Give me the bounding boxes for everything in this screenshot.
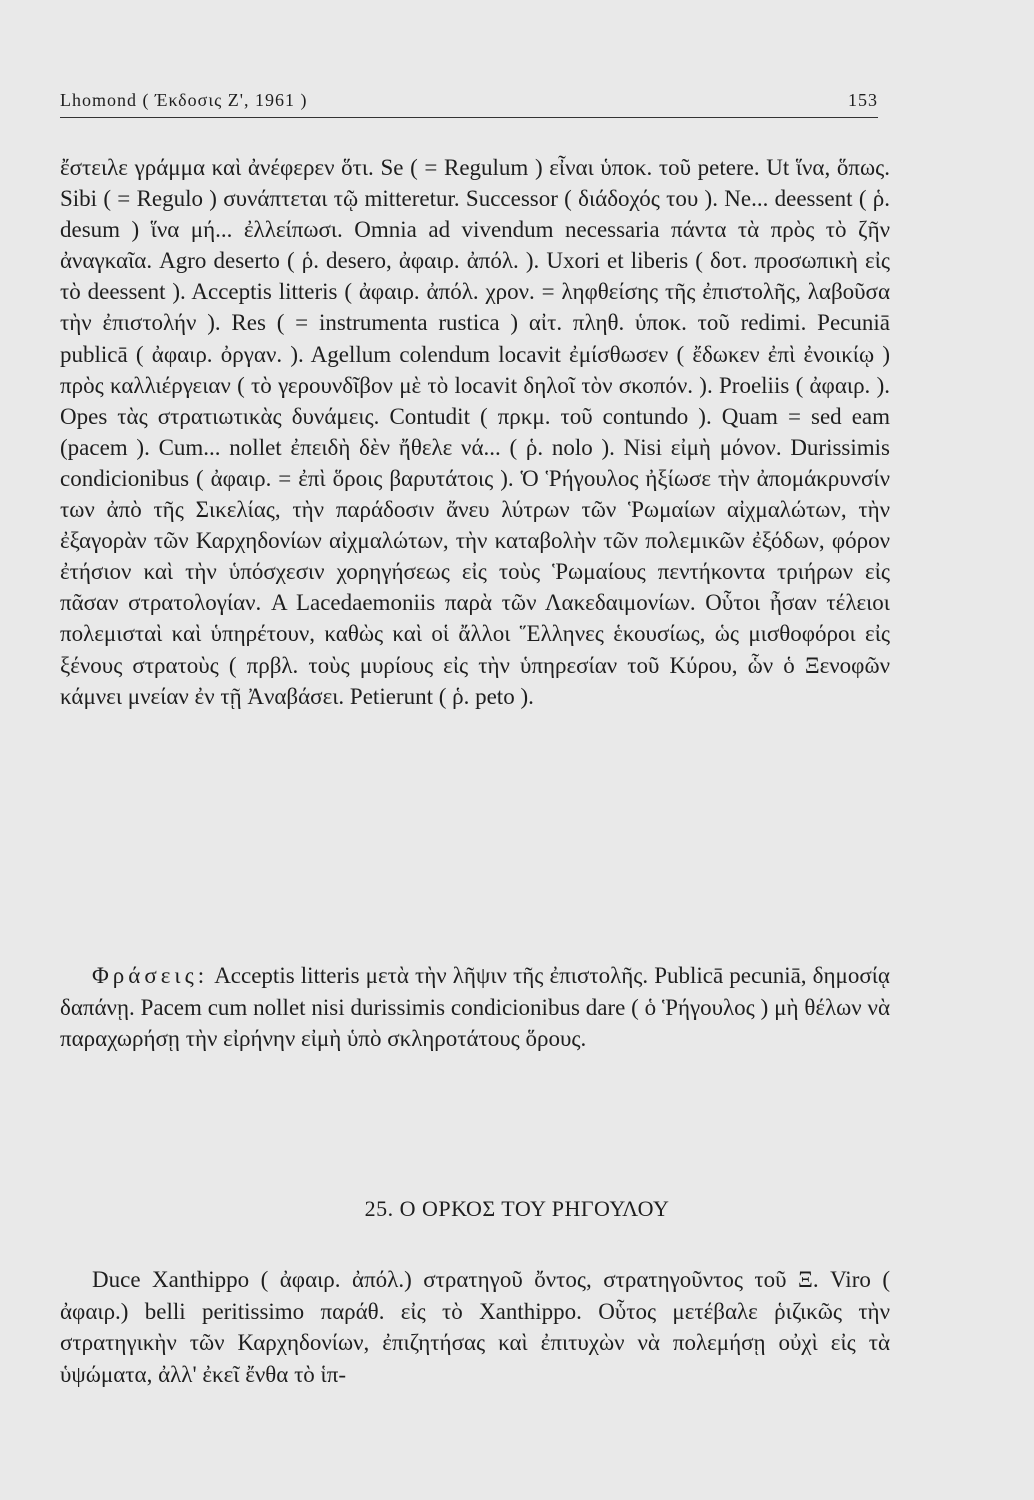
running-head — [60, 90, 878, 118]
section-paragraph: Duce Xanthippo ( ἀφαιρ. ἀπόλ.) στρατηγοῦ ὄντος, στρατηγοῦντος τοῦ Ξ. Viro ( ἀφαιρ.) belli peritissimo παράθ. εἰς τὸ Xanthippo. Οὗτος μετέβαλε ῥιζικῶς τὴν στρατηγικὴν τῶν Καρχηδονίων, ἐπιζητήσας καὶ ἐπιτυχὼν νὰ πολεμήσῃ οὐχὶ εἰς τὰ ὑψώματα, ἀλλ' ἐκεῖ ἔνθα τὸ ἱπ- — [60, 1267, 890, 1387]
section-body — [60, 1264, 890, 1390]
phrases-block — [60, 960, 890, 1055]
section-title: 25. Ο ΟΡΚΟΣ ΤΟΥ ΡΗΓΟΥΛΟΥ — [364, 1196, 670, 1221]
running-title: Lhomond ( Έκδοσις Ζ', 1961 ) — [60, 90, 308, 110]
page-number: 153 — [848, 90, 878, 110]
phrases-text: Acceptis litteris μετὰ τὴν λῆψιν τῆς ἐπιστολῆς. Publicā pecuniā, δημοσίᾳ δαπάνῃ. Pacem cum nollet nisi durissimis condicionibus dare ( ὁ Ῥήγουλος ) μὴ θέλων νὰ παραχωρήσῃ τὴν εἰρήνην εἰμὴ ὑπὸ σκληροτάτους ὅρους. — [60, 963, 890, 1052]
phrases-paragraph — [60, 960, 890, 1055]
phrases-label: Φράσεις: — [92, 963, 209, 988]
notes-block — [60, 152, 890, 712]
notes-paragraph: ἔστειλε γράμμα καὶ ἀνέφερεν ὅτι. Se ( = Regulum ) εἶναι ὑποκ. τοῦ petere. Ut ἵνα, ὅπως. Sibi ( = Regulo ) συνάπτεται τῷ mitteretur. Successor ( διάδοχός του ). Ne... deessent ( ῥ. desum ) ἵνα μή... ἐλλείπωσι. Omnia ad vivendum necessaria πάντα τὰ πρὸς τὸ ζῆν ἀναγκαῖα. Agro deserto ( ῥ. desero, ἀφαιρ. ἀπόλ. ). Uxori et liberis ( δοτ. προσωπικὴ εἰς τὸ deessent ). Acceptis litteris ( ἀφαιρ. ἀπόλ. χρον. = ληφθείσης τῆς ἐπιστολῆς, λαβοῦσα τὴν ἐπιστολήν ). Res ( = instrumenta rustica ) αἰτ. πληθ. ὑποκ. τοῦ redimi. Pecuniā publicā ( ἀφαιρ. ὀργαν. ). Agellum colendum locavit ἐμίσθωσεν ( ἔδωκεν ἐπὶ ἐνοικίῳ ) πρὸς καλλιέργειαν ( τὸ γερουνδῖβον μὲ τὸ locavit δηλοῖ τὸν σκοπόν. ). Proeliis ( ἀφαιρ. ). Opes τὰς στρατιωτικὰς δυνάμεις. Contudit ( πρκμ. τοῦ contundo ). Quam = sed eam (pacem ). Cum... nollet ἐπειδὴ δὲν ἤθελε νά... ( ῥ. nolo ). Nisi εἰμὴ μόνον. Durissimis condicionibus ( ἀφαιρ. = ἐπὶ ὅροις βαρυτάτοις ). Ὁ Ῥήγουλος ἠξίωσε τὴν ἀπομάκρυνσίν των ἀπὸ τῆς Σικελίας, τὴν παράδοσιν ἄνευ λύτρων τῶν Ῥωμαίων αἰχμαλώτων, τὴν ἐξαγορὰν τῶν Καρχηδονίων αἰχμαλώτων, τὴν καταβολὴν τῶν πολεμικῶν ἐξόδων, φόρον ἐτήσιον καὶ τὴν ὑπόσχεσιν χορηγήσεως εἰς τοὺς Ῥωμαίους πεντήκοντα τριήρων εἰς πᾶσαν στρατολογίαν. A Lacedaemoniis παρὰ τῶν Λακεδαιμονίων. Οὗτοι ἦσαν τέλειοι πολεμισταὶ καὶ ὑπηρέτουν, καθὼς καὶ οἱ ἄλλοι Ἕλληνες ἑκουσίως, ὡς μισθοφόροι εἰς ξένους στρατοὺς ( πρβλ. τοὺς μυρίους εἰς τὴν ὑπηρεσίαν τοῦ Κύρου, ὧν ὁ Ξενοφῶν κάμνει μνείαν ἐν τῇ Ἀναβάσει. Petierunt ( ῥ. peto ). — [60, 155, 890, 709]
